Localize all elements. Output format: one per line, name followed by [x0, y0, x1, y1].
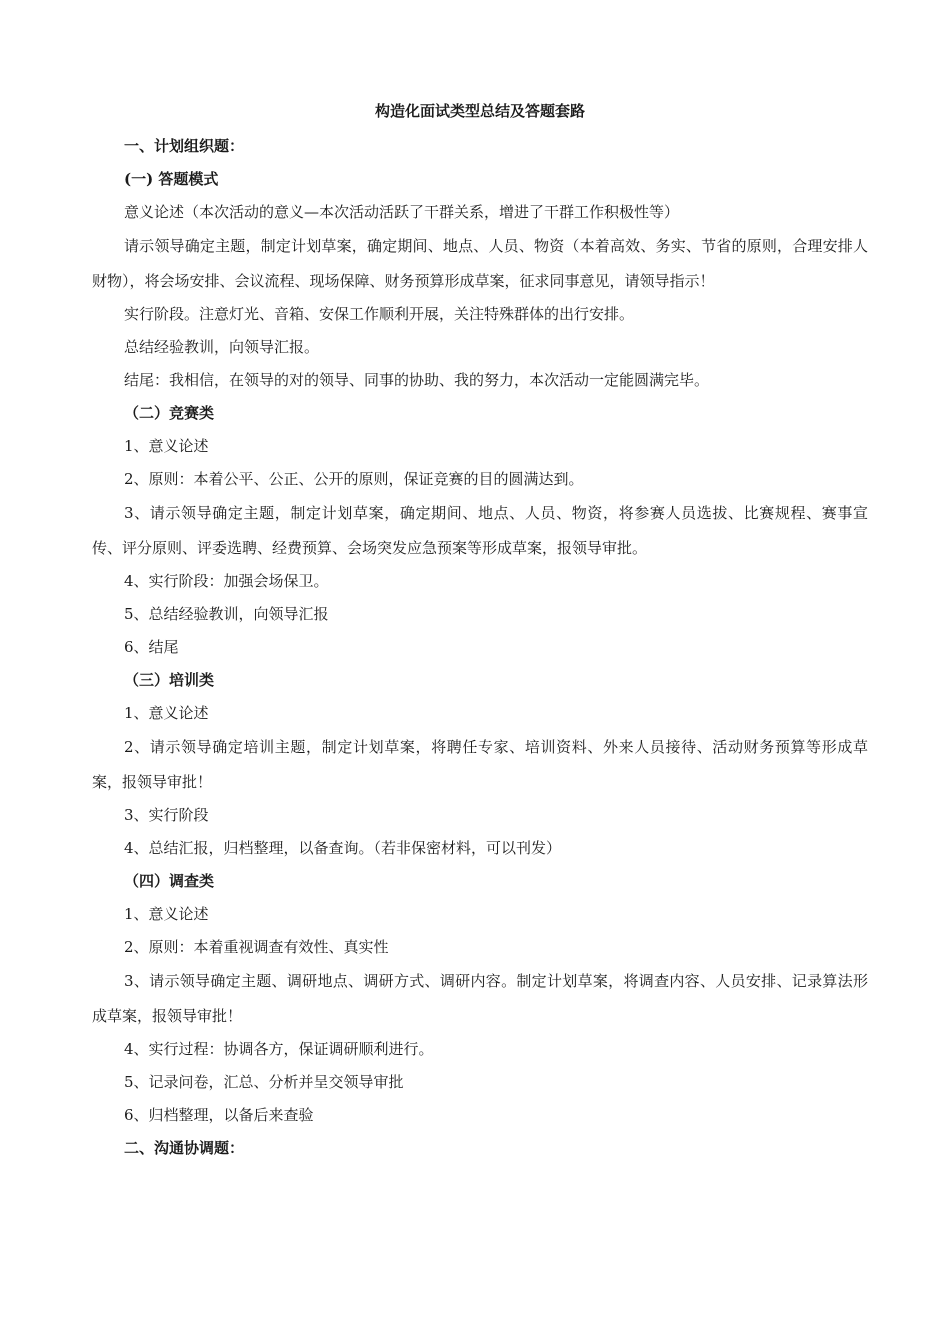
paragraph: 请示领导确定主题，制定计划草案，确定期间、地点、人员、物资（本着高效、务实、节省的原则，合理安排人财物），将会场安排、会议流程、现场保障、财务预算形成草案，征求同事意见，请领导指示！ — [92, 237, 868, 290]
list-item: 3、实行阶段 — [124, 806, 209, 824]
subsection-heading: （二）竞赛类 — [124, 404, 215, 422]
subsection-heading: （四）调查类 — [124, 872, 215, 890]
list-item: 5、记录问卷，汇总、分析并呈交领导审批 — [124, 1073, 404, 1091]
list-item: 6、归档整理，以备后来查验 — [124, 1106, 314, 1124]
subsection-heading: （三）培训类 — [124, 671, 215, 689]
list-item: 2、请示领导确定培训主题，制定计划草案，将聘任专家、培训资料、外来人员接待、活动财务预算等形成草案，报领导审批！ — [92, 738, 868, 791]
paragraph: 结尾：我相信，在领导的对的领导、同事的协助、我的努力，本次活动一定能圆满完毕。 — [124, 371, 710, 389]
list-item: 2、原则：本着重视调查有效性、真实性 — [124, 938, 389, 956]
document-title: 构造化面试类型总结及答题套路 — [374, 102, 585, 120]
section-heading: 一、计划组织题： — [124, 137, 245, 155]
list-item: 4、总结汇报，归档整理，以备查询。（若非保密材料，可以刊发） — [124, 839, 562, 857]
list-item: 3、请示领导确定主题、调研地点、调研方式、调研内容。制定计划草案，将调查内容、人员安排、记录算法形成草案，报领导审批！ — [92, 972, 868, 1025]
section-heading: 二、沟通协调题： — [124, 1139, 245, 1157]
paragraph: 实行阶段。注意灯光、音箱、安保工作顺利开展，关注特殊群体的出行安排。 — [124, 305, 635, 323]
list-item: 6、结尾 — [124, 638, 179, 656]
list-item: 4、实行过程：协调各方，保证调研顺利进行。 — [124, 1040, 434, 1058]
subsection-heading: (一) 答题模式 — [124, 170, 219, 188]
paragraph: 总结经验教训，向领导汇报。 — [124, 338, 320, 356]
list-item: 2、原则：本着公平、公正、公开的原则，保证竞赛的目的圆满达到。 — [124, 470, 584, 488]
list-item: 1、意义论述 — [124, 704, 209, 722]
list-item: 4、实行阶段：加强会场保卫。 — [124, 572, 329, 590]
list-item: 3、请示领导确定主题，制定计划草案，确定期间、地点、人员、物资，将参赛人员选拔、比赛规程、赛事宣传、评分原则、评委选聘、经费预算、会场突发应急预案等形成草案，报领导审批。 — [92, 504, 868, 557]
document-page — [92, 98, 868, 1165]
list-item: 5、总结经验教训，向领导汇报 — [124, 605, 329, 623]
list-item: 1、意义论述 — [124, 437, 209, 455]
paragraph: 意义论述（本次活动的意义—本次活动活跃了干群关系，增进了干群工作积极性等） — [124, 203, 680, 221]
list-item: 1、意义论述 — [124, 905, 209, 923]
